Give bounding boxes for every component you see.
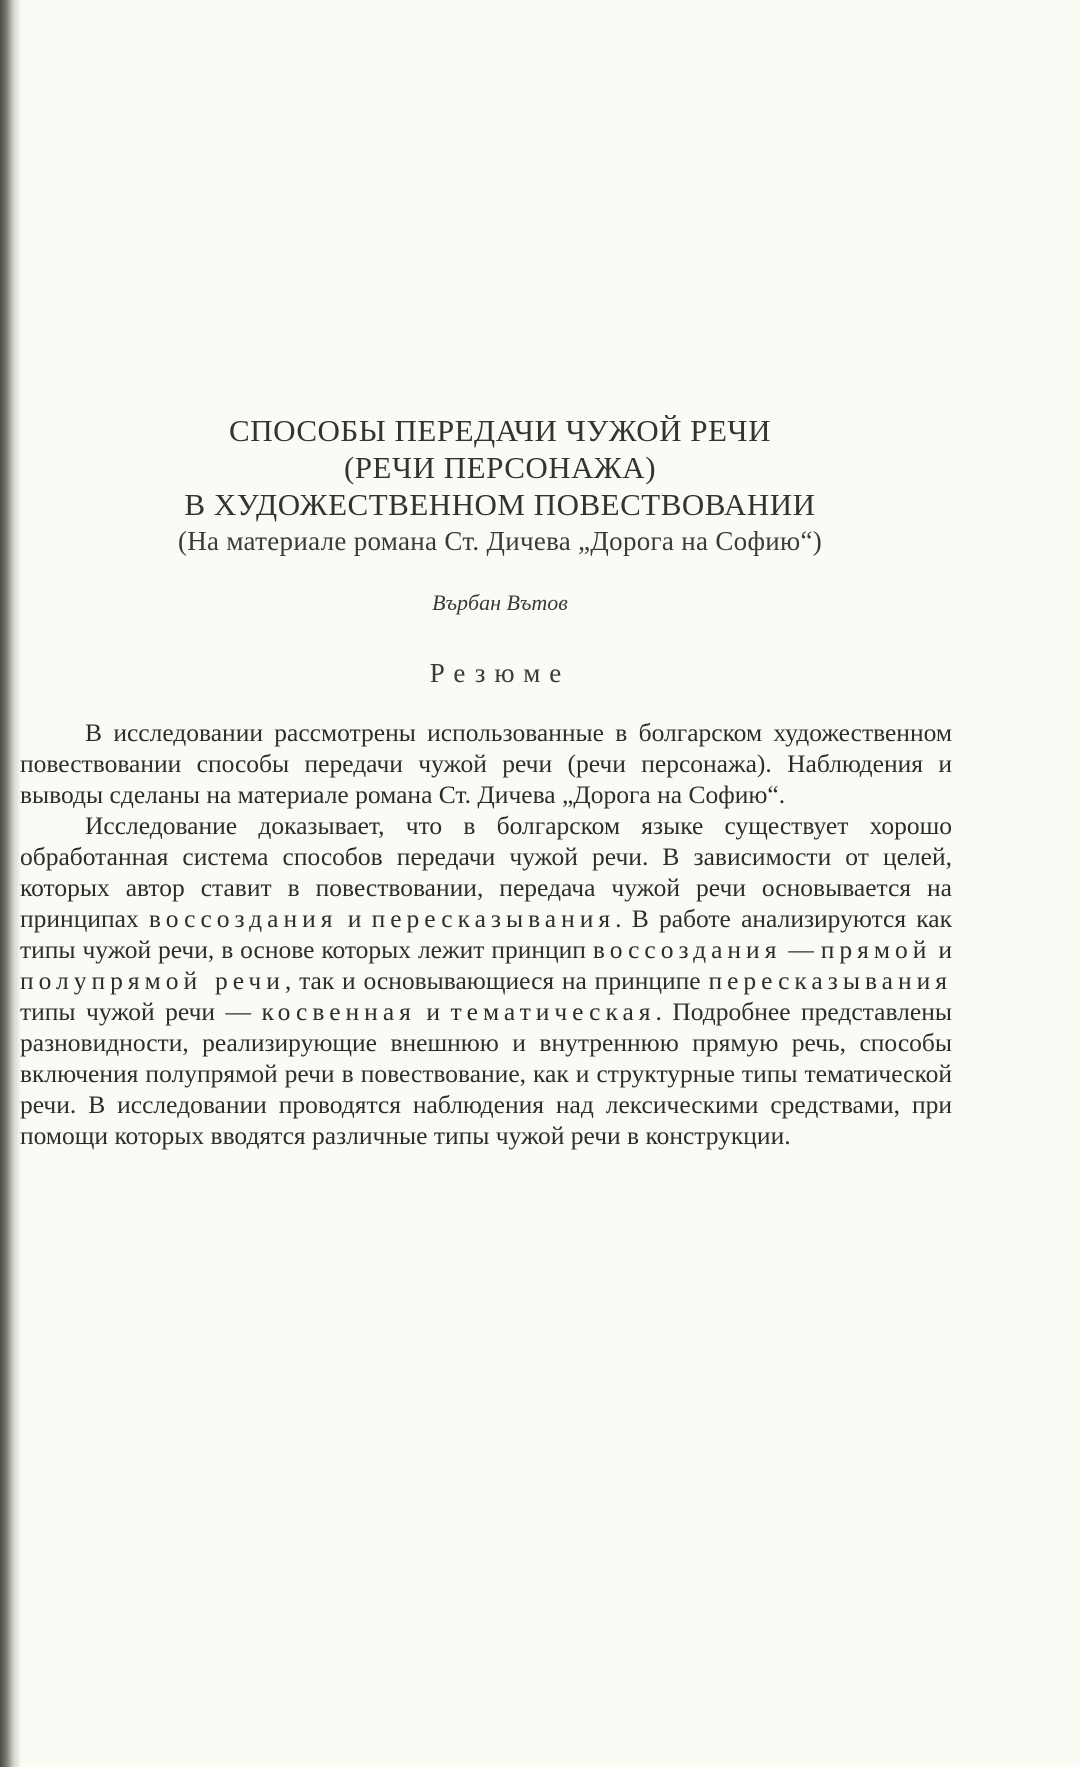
paragraph-text: и xyxy=(931,935,952,964)
paragraph-text: и xyxy=(337,904,372,933)
title-line-1: СПОСОБЫ ПЕРЕДАЧИ ЧУЖОЙ РЕЧИ xyxy=(229,413,771,448)
author-name: Върбан Вътов xyxy=(432,590,568,615)
emphasized-term: воссоздания xyxy=(592,935,782,964)
paragraph-text: , так и основывающиеся на принципе xyxy=(284,966,709,995)
title-line-2: (РЕЧИ ПЕРСОНАЖА) xyxy=(343,450,657,485)
emphasized-term: полупрямой речи xyxy=(20,966,285,995)
abstract-paragraph-2 xyxy=(20,810,952,1151)
resume-heading: Резюме xyxy=(429,658,571,688)
title-block xyxy=(20,412,980,559)
scan-binding-edge xyxy=(0,0,14,1767)
title-line-3: В ХУДОЖЕСТВЕННОМ ПОВЕСТВОВАНИИ xyxy=(184,487,816,522)
paragraph-text: и xyxy=(415,997,451,1026)
abstract-body xyxy=(20,717,952,1151)
paragraph-text: — xyxy=(781,935,821,964)
emphasized-term: прямой xyxy=(820,935,932,964)
paragraph-text: . В работе анализируются как типы чужой речи, в основе которых лежит принцип xyxy=(20,904,952,964)
emphasized-term: косвенная xyxy=(261,997,416,1026)
emphasized-term: тематическая xyxy=(450,997,656,1026)
emphasized-term: пересказывания xyxy=(708,966,952,995)
emphasized-term: воссоздания xyxy=(148,904,338,933)
paragraph-text: типы чужой речи — xyxy=(20,997,262,1026)
emphasized-term: пересказывания xyxy=(371,904,616,933)
paragraph-text: . Подробнее представлены разновидности, реализирующие внешнюю и внутреннюю прямую речь, способы включения полупрямой речи в повествование, как и структурные типы тематической речи. В исследовании проводятся наблюдения над лексическими средствами, при помощи которых вводятся различные типы чужой речи в конструкции. xyxy=(20,997,952,1150)
paragraph-text: Исследование доказывает, что в болгарском языке существует хорошо обработанная система способов передачи чужой речи. В зависимости от целей, которых автор ставит в повествовании, передача чужой речи основывается на принципах xyxy=(20,811,952,933)
abstract-paragraph-1: В исследовании рассмотрены использованные в болгарском художественном повествовании способы передачи чужой речи (речи персонажа). Наблюдения и выводы сделаны на материале романа Ст. Дичева „Дорога на Софию“. xyxy=(20,718,952,809)
document-page xyxy=(20,0,1080,1767)
subtitle: (На материале романа Ст. Дичева „Дорога на Софию“) xyxy=(177,526,823,556)
